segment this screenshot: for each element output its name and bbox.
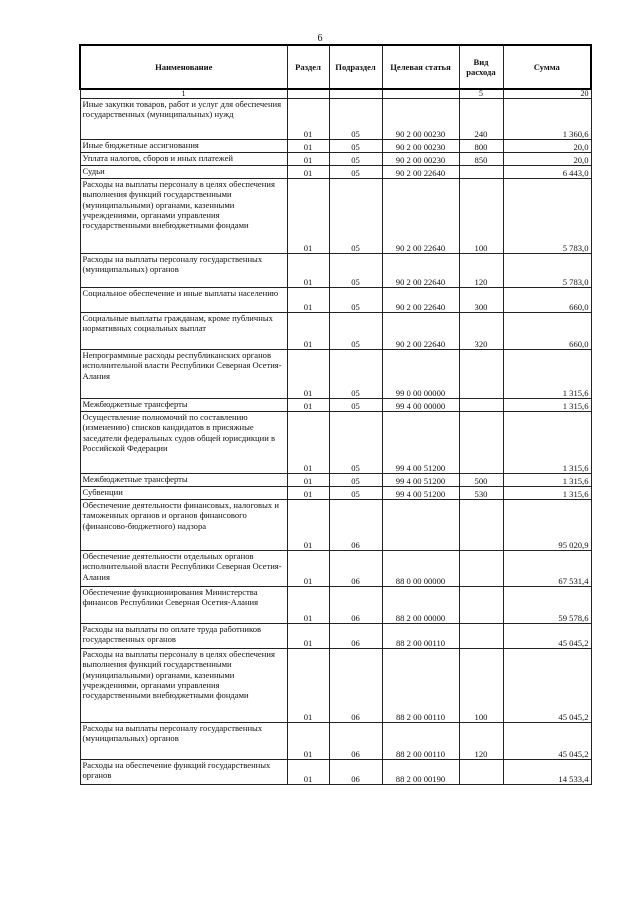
row-amount: 1 360,6 xyxy=(503,99,591,140)
row-section: 01 xyxy=(287,649,329,723)
row-expense-type: 120 xyxy=(459,254,503,288)
row-expense-type xyxy=(459,350,503,399)
budget-table xyxy=(79,44,592,785)
table-row xyxy=(80,649,591,723)
table-row xyxy=(80,624,591,649)
row-target: 88 2 00 00190 xyxy=(382,760,459,785)
row-name: Обеспечение функционирования Министерства финансов Республики Северная Осетия-Алания xyxy=(80,587,287,624)
column-index: 20 xyxy=(503,89,591,99)
row-name: Судьи xyxy=(80,166,287,179)
row-section: 01 xyxy=(287,288,329,313)
row-amount: 5 783,0 xyxy=(503,179,591,254)
row-amount: 6 443,0 xyxy=(503,166,591,179)
row-name: Межбюджетные трансферты xyxy=(80,474,287,487)
row-subsection: 05 xyxy=(329,99,382,140)
row-expense-type: 530 xyxy=(459,487,503,500)
row-amount: 1 315,6 xyxy=(503,350,591,399)
row-target: 99 4 00 51200 xyxy=(382,474,459,487)
row-subsection: 05 xyxy=(329,474,382,487)
row-amount: 1 315,6 xyxy=(503,474,591,487)
row-expense-type: 240 xyxy=(459,99,503,140)
row-subsection: 06 xyxy=(329,624,382,649)
row-amount: 660,0 xyxy=(503,313,591,350)
table-row xyxy=(80,99,591,140)
row-section: 01 xyxy=(287,153,329,166)
row-amount: 45 045,2 xyxy=(503,624,591,649)
row-name: Иные бюджетные ассигнования xyxy=(80,140,287,153)
row-target: 88 2 00 00110 xyxy=(382,649,459,723)
row-expense-type xyxy=(459,412,503,474)
row-amount: 95 020,9 xyxy=(503,500,591,551)
row-target: 90 2 00 00230 xyxy=(382,153,459,166)
header-amount: Сумма xyxy=(503,45,591,89)
row-subsection: 05 xyxy=(329,487,382,500)
row-amount: 1 315,6 xyxy=(503,412,591,474)
row-name: Обеспечение деятельности отдельных органов исполнительной власти Республики Северная Осетия-Алания xyxy=(80,551,287,587)
row-amount: 59 578,6 xyxy=(503,587,591,624)
row-name: Иные закупки товаров, работ и услуг для обеспечения государственных (муниципальных) нужд xyxy=(80,99,287,140)
row-section: 01 xyxy=(287,350,329,399)
row-expense-type: 850 xyxy=(459,153,503,166)
row-subsection: 06 xyxy=(329,649,382,723)
table-row xyxy=(80,760,591,785)
table-row xyxy=(80,551,591,587)
row-section: 01 xyxy=(287,254,329,288)
table-row xyxy=(80,412,591,474)
row-section: 01 xyxy=(287,313,329,350)
table-row xyxy=(80,254,591,288)
header-target: Целевая статья xyxy=(382,45,459,89)
row-name: Социальные выплаты гражданам, кроме публичных нормативных социальных выплат xyxy=(80,313,287,350)
row-subsection: 06 xyxy=(329,500,382,551)
row-expense-type: 320 xyxy=(459,313,503,350)
column-index: 5 xyxy=(459,89,503,99)
row-section: 01 xyxy=(287,551,329,587)
page-number: 6 xyxy=(317,33,323,44)
table-row xyxy=(80,500,591,551)
table-row xyxy=(80,350,591,399)
row-section: 01 xyxy=(287,487,329,500)
table-row xyxy=(80,313,591,350)
row-target: 88 2 00 00110 xyxy=(382,624,459,649)
row-target: 90 2 00 22640 xyxy=(382,254,459,288)
column-index: 1 xyxy=(80,89,287,99)
row-expense-type xyxy=(459,760,503,785)
row-subsection: 05 xyxy=(329,412,382,474)
row-target: 88 0 00 00000 xyxy=(382,551,459,587)
row-subsection: 06 xyxy=(329,587,382,624)
row-amount: 20,0 xyxy=(503,153,591,166)
header-subsection: Подраздел xyxy=(329,45,382,89)
row-subsection: 05 xyxy=(329,399,382,412)
row-target: 88 2 00 00000 xyxy=(382,587,459,624)
table-row xyxy=(80,179,591,254)
row-section: 01 xyxy=(287,99,329,140)
row-section: 01 xyxy=(287,723,329,760)
row-section: 01 xyxy=(287,166,329,179)
row-target: 88 2 00 00110 xyxy=(382,723,459,760)
row-subsection: 05 xyxy=(329,179,382,254)
row-subsection: 05 xyxy=(329,153,382,166)
row-target: 90 2 00 22640 xyxy=(382,288,459,313)
row-subsection: 06 xyxy=(329,760,382,785)
row-name: Непрограммные расходы республиканских органов исполнительной власти Республики Северная Осетия-Алания xyxy=(80,350,287,399)
column-index xyxy=(329,89,382,99)
row-name: Расходы на выплаты персоналу в целях обеспечения выполнения функций государственными (муниципальными) органами, казенными учреждениями, органами управления государственными внебюджетными фондами xyxy=(80,649,287,723)
row-amount: 1 315,6 xyxy=(503,399,591,412)
row-section: 01 xyxy=(287,140,329,153)
table-row xyxy=(80,723,591,760)
row-name: Расходы на выплаты по оплате труда работников государственных органов xyxy=(80,624,287,649)
row-target: 90 2 00 22640 xyxy=(382,166,459,179)
row-target: 90 2 00 00230 xyxy=(382,140,459,153)
column-index xyxy=(382,89,459,99)
table-row xyxy=(80,288,591,313)
table-row xyxy=(80,487,591,500)
row-amount: 660,0 xyxy=(503,288,591,313)
row-section: 01 xyxy=(287,179,329,254)
row-section: 01 xyxy=(287,412,329,474)
row-section: 01 xyxy=(287,500,329,551)
table-row xyxy=(80,399,591,412)
header-section: Раздел xyxy=(287,45,329,89)
row-name: Обеспечение деятельности финансовых, налоговых и таможенных органов и органов финансового (финансово-бюджетного) надзора xyxy=(80,500,287,551)
row-name: Осуществление полномочий по составлению (изменению) списков кандидатов в присяжные заседатели федеральных судов общей юрисдикции в Российской Федерации xyxy=(80,412,287,474)
row-target: 99 4 00 51200 xyxy=(382,412,459,474)
row-amount: 45 045,2 xyxy=(503,723,591,760)
column-index-row xyxy=(80,89,591,99)
row-section: 01 xyxy=(287,760,329,785)
row-expense-type xyxy=(459,587,503,624)
row-target: 90 2 00 22640 xyxy=(382,179,459,254)
row-subsection: 05 xyxy=(329,350,382,399)
row-subsection: 05 xyxy=(329,288,382,313)
row-amount: 5 783,0 xyxy=(503,254,591,288)
row-amount: 14 533,4 xyxy=(503,760,591,785)
row-amount: 1 315,6 xyxy=(503,487,591,500)
row-target: 99 0 00 00000 xyxy=(382,350,459,399)
table-row xyxy=(80,587,591,624)
table-row xyxy=(80,166,591,179)
table-header-row xyxy=(80,45,591,89)
row-expense-type: 800 xyxy=(459,140,503,153)
row-subsection: 06 xyxy=(329,723,382,760)
row-section: 01 xyxy=(287,399,329,412)
row-subsection: 05 xyxy=(329,313,382,350)
row-name: Уплата налогов, сборов и иных платежей xyxy=(80,153,287,166)
row-target: 99 4 00 51200 xyxy=(382,487,459,500)
row-subsection: 05 xyxy=(329,166,382,179)
row-subsection: 05 xyxy=(329,254,382,288)
row-name: Расходы на обеспечение функций государственных органов xyxy=(80,760,287,785)
table-row xyxy=(80,140,591,153)
row-amount: 20,0 xyxy=(503,140,591,153)
column-index xyxy=(287,89,329,99)
row-name: Межбюджетные трансферты xyxy=(80,399,287,412)
row-expense-type: 500 xyxy=(459,474,503,487)
row-subsection: 06 xyxy=(329,551,382,587)
row-section: 01 xyxy=(287,624,329,649)
row-name: Субвенции xyxy=(80,487,287,500)
row-section: 01 xyxy=(287,587,329,624)
row-expense-type: 100 xyxy=(459,179,503,254)
header-name: Наименование xyxy=(80,45,287,89)
row-expense-type xyxy=(459,399,503,412)
row-name: Социальное обеспечение и иные выплаты населению xyxy=(80,288,287,313)
row-subsection: 05 xyxy=(329,140,382,153)
row-expense-type xyxy=(459,551,503,587)
row-target xyxy=(382,500,459,551)
row-expense-type: 120 xyxy=(459,723,503,760)
row-expense-type xyxy=(459,624,503,649)
row-section: 01 xyxy=(287,474,329,487)
row-target: 90 2 00 00230 xyxy=(382,99,459,140)
row-target: 99 4 00 00000 xyxy=(382,399,459,412)
row-name: Расходы на выплаты персоналу государственных (муниципальных) органов xyxy=(80,723,287,760)
row-amount: 67 531,4 xyxy=(503,551,591,587)
row-amount: 45 045,2 xyxy=(503,649,591,723)
row-target: 90 2 00 22640 xyxy=(382,313,459,350)
row-expense-type: 300 xyxy=(459,288,503,313)
table-row xyxy=(80,474,591,487)
row-name: Расходы на выплаты персоналу в целях обеспечения выполнения функций государственными (муниципальными) органами, казенными учреждениями, органами управления государственными внебюджетными фондами xyxy=(80,179,287,254)
row-expense-type xyxy=(459,166,503,179)
table-row xyxy=(80,153,591,166)
header-expense-type: Вид расхода xyxy=(459,45,503,89)
row-expense-type: 100 xyxy=(459,649,503,723)
row-name: Расходы на выплаты персоналу государственных (муниципальных) органов xyxy=(80,254,287,288)
row-expense-type xyxy=(459,500,503,551)
